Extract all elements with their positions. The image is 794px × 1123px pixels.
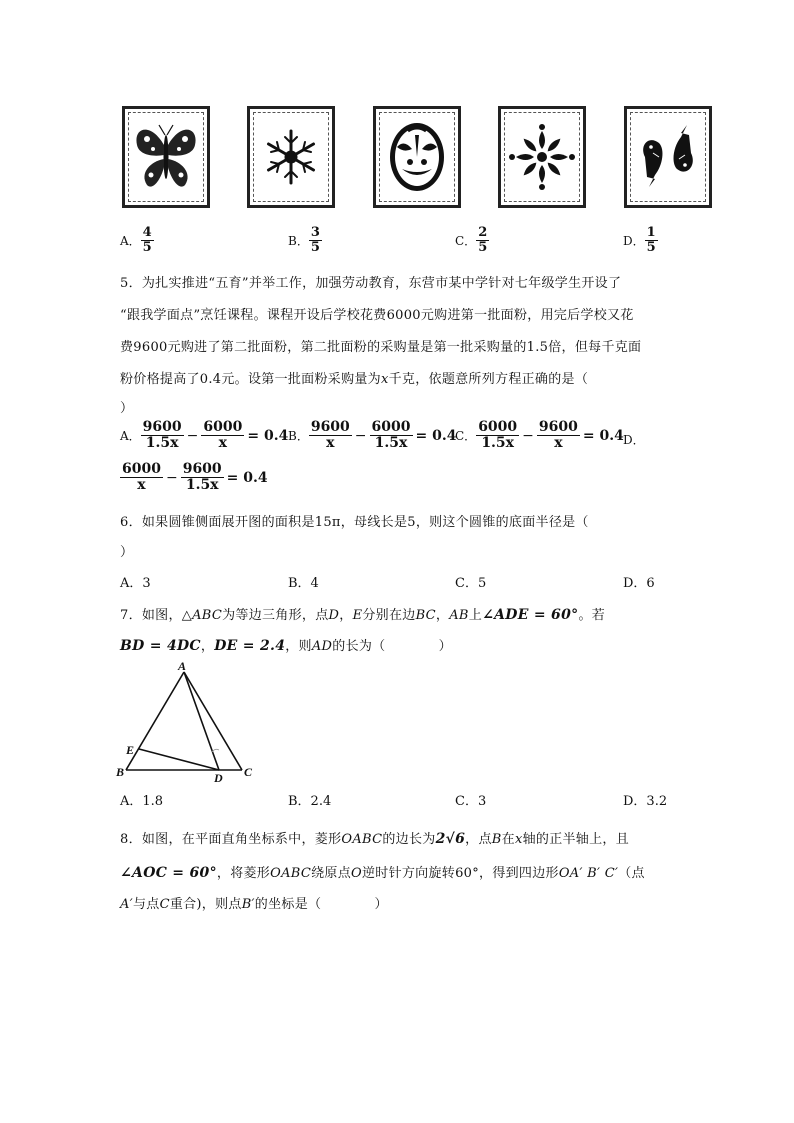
angle-expression: ∠AOC = 60° — [120, 865, 217, 881]
option-letter: C． — [455, 429, 477, 444]
q5-line-2: “跟我学面点”烹饪课程。课程开设后学校花费6000元购进第一批面粉，用完后学校又花 — [120, 308, 634, 323]
fraction: $\frac{1}{5}$ — [646, 225, 656, 256]
q6-option-b[interactable]: B．4 — [288, 576, 319, 591]
snowflake-icon — [256, 117, 326, 197]
q4-option-b[interactable] — [288, 226, 322, 256]
label-d: D — [214, 771, 223, 785]
figure-snowflake — [247, 106, 335, 208]
q5-line-4: 粉价格提高了0.4元。设第一批面粉采购量为x千克，依题意所列方程正确的是（ — [120, 372, 589, 387]
q5-line-1: 5．为扎实推进“五育”并举工作，加强劳动教育，东营市某中学针对七年级学生开设了 — [120, 276, 622, 291]
q8-line-1: 8．如图，在平面直角坐标系中，菱形OABC的边长为2√6，点B在x轴的正半轴上，且 — [120, 831, 629, 847]
label-b: B — [116, 765, 125, 779]
q7-option-c[interactable]: C．3 — [455, 794, 487, 809]
q5-line-3: 费9600元购进了第二批面粉，第二批面粉的采购量是第一批采购量的1.5倍，但每千克面 — [120, 340, 642, 355]
label-c: C — [244, 765, 253, 779]
label-e: E — [126, 743, 135, 757]
q6-option-d[interactable]: D．6 — [623, 576, 655, 591]
q5-option-b[interactable] — [288, 420, 456, 452]
flower-pattern-icon — [507, 117, 577, 197]
q5-option-a[interactable] — [120, 420, 288, 452]
q8-line-2: ∠AOC = 60°，将菱形OABC绕原点O逆时针方向旋转60°，得到四边形OA′ B′ C′（点 — [120, 865, 645, 881]
q5-option-c[interactable] — [455, 420, 624, 452]
figure-opera-mask — [373, 106, 461, 208]
fraction: $\frac{2}{5}$ — [478, 225, 488, 256]
variable-x: x — [380, 372, 389, 387]
option-letter: A． — [120, 234, 141, 249]
equation: $\frac{6000}{1.5x}$ − $\frac{9600}{x}$ = 0.4 — [478, 419, 624, 452]
q7-line-1: 7．如图，△ABC为等边三角形，点D，E分别在边BC，AB上∠ADE = 60°。若 — [120, 607, 606, 623]
q7-option-d[interactable]: D．3.2 — [623, 794, 668, 809]
q4-option-a[interactable] — [120, 226, 154, 256]
q5-line-5: ） — [120, 401, 134, 416]
fraction: $\frac{3}{5}$ — [310, 225, 320, 256]
option-letter: B． — [288, 234, 309, 249]
q7-option-a[interactable]: A．1.8 — [120, 794, 164, 809]
q4-option-d[interactable] — [623, 226, 658, 256]
label-a: A — [178, 660, 187, 673]
q6-line-2: ） — [120, 545, 134, 560]
butterfly-icon — [131, 117, 201, 197]
q6-option-a[interactable]: A．3 — [120, 576, 151, 591]
option-letter: B． — [288, 429, 309, 444]
figure-butterfly — [122, 106, 210, 208]
opera-mask-icon — [382, 117, 452, 197]
segment-de — [139, 749, 219, 770]
koi-fish-icon — [633, 117, 703, 197]
figure-koi-fish — [624, 106, 712, 208]
option-letter: D． — [623, 234, 645, 249]
equation: $\frac{9600}{x}$ − $\frac{6000}{1.5x}$ = 0.4 — [310, 419, 457, 452]
q4-option-c[interactable] — [455, 226, 489, 256]
option-letter: A． — [120, 429, 141, 444]
equation: $\frac{9600}{1.5x}$ − $\frac{6000}{x}$ = 0.4 — [142, 419, 289, 452]
fraction: $\frac{4}{5}$ — [142, 225, 152, 256]
q7-line-2: BD = 4DC，DE = 2.4，则AD的长为（ ） — [120, 638, 452, 654]
side-length: 2√6 — [435, 831, 466, 847]
q6-line-1: 6．如果圆锥侧面展开图的面积是15π，母线长是5，则这个圆锥的底面半径是（ — [120, 515, 589, 530]
figure-flower-pattern — [498, 106, 586, 208]
q6-option-c[interactable]: C．5 — [455, 576, 487, 591]
triangle-figure — [112, 660, 262, 785]
q5-option-d[interactable] — [120, 462, 268, 494]
edge-ab — [126, 672, 184, 770]
q7-option-b[interactable]: B．2.4 — [288, 794, 332, 809]
angle-expression: ∠ADE = 60° — [482, 607, 579, 623]
q8-line-3: A′与点C重合)，则点B′的坐标是（ ） — [120, 897, 388, 912]
q5-option-d-letter[interactable]: D． — [623, 433, 645, 447]
equation: $\frac{6000}{x}$ − $\frac{9600}{1.5x}$ = 0.4 — [122, 461, 268, 494]
option-letter: C． — [455, 234, 477, 249]
